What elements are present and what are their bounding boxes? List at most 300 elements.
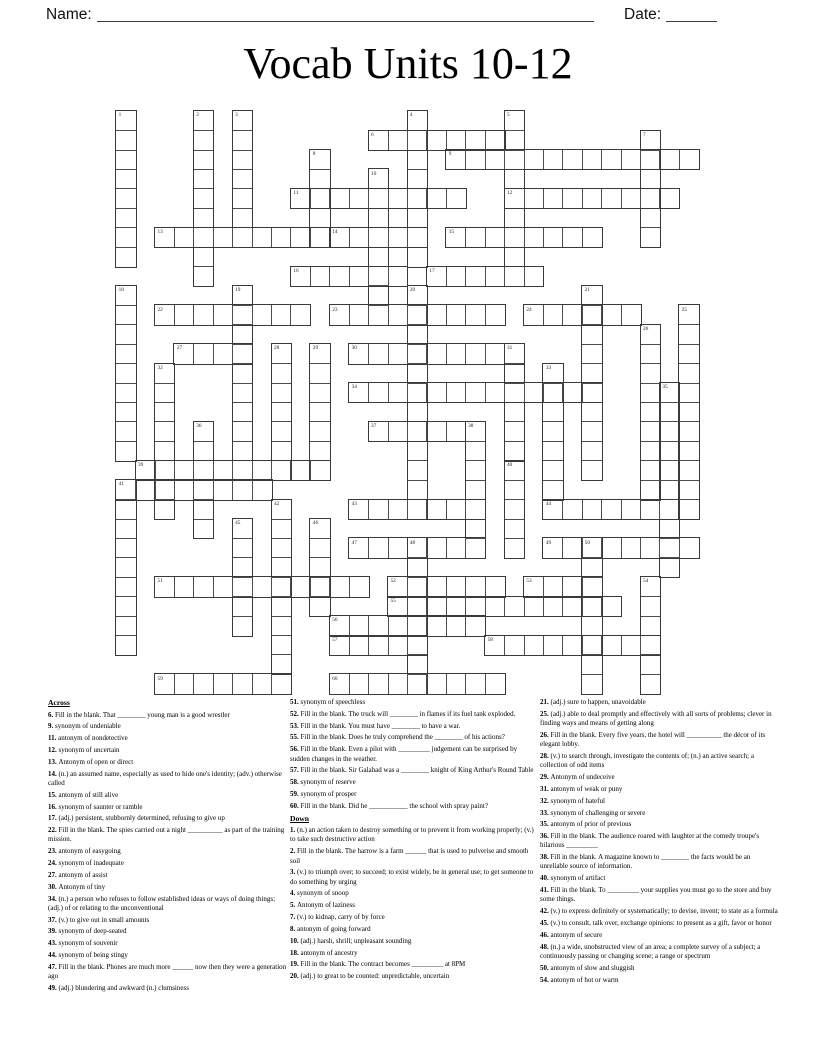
cell-divider — [193, 674, 194, 693]
crossword-word-41-down[interactable] — [115, 479, 136, 656]
cell-divider — [233, 616, 252, 617]
cell-divider — [116, 499, 135, 500]
clue-item-30: 30. Antonym of tiny — [48, 882, 106, 891]
crossword-word-53-across[interactable] — [523, 576, 603, 597]
cell-number: 15 — [448, 228, 455, 235]
clue-number: 9. — [48, 722, 55, 731]
cell-number: 53 — [526, 578, 532, 585]
crossword-word-39-across[interactable] — [135, 460, 331, 481]
cell-divider — [310, 557, 329, 558]
cell-divider — [621, 500, 622, 519]
clue-number: 22. — [48, 826, 59, 835]
cell-divider — [465, 150, 466, 169]
clue-item-46: 46. antonym of secure — [540, 930, 603, 939]
cell-divider — [543, 636, 544, 655]
cell-divider — [641, 460, 660, 461]
clue-number: 19. — [290, 960, 301, 969]
cell-divider — [174, 461, 175, 480]
cell-divider — [329, 267, 330, 286]
clue-number: 26. — [540, 730, 551, 739]
cell-divider — [193, 577, 194, 596]
cell-divider — [116, 383, 135, 384]
cell-divider — [446, 383, 447, 402]
clue-number: 44. — [48, 951, 59, 960]
clue-number: 36. — [540, 832, 551, 841]
cell-divider — [679, 402, 698, 403]
clue-item-16: 16. synonym of saunter or ramble — [48, 802, 143, 811]
clue-number: 58. — [290, 778, 301, 787]
cell-number: 5 — [507, 112, 510, 119]
cell-divider — [679, 480, 698, 481]
clue-item-53: 53. Fill in the blank. You must have ________ to have a war. — [290, 721, 461, 730]
cell-divider — [582, 150, 583, 169]
cell-divider — [465, 228, 466, 247]
crossword-word-23-across[interactable] — [329, 304, 506, 325]
clue-number: 38. — [540, 853, 551, 862]
clue-item-20: 20. (adj.) to great to be counted: unpredictable, uncertain — [290, 972, 450, 981]
cell-divider — [116, 208, 135, 209]
cell-divider — [213, 228, 214, 247]
cell-divider — [329, 577, 330, 596]
crossword-word-51-across[interactable] — [154, 576, 370, 597]
clue-number: 1. — [290, 826, 297, 835]
cell-divider — [582, 597, 583, 616]
cell-divider — [679, 441, 698, 442]
crossword-word-9-across[interactable] — [445, 149, 699, 170]
crossword-word-60-across[interactable] — [329, 673, 506, 694]
cell-divider — [349, 616, 350, 635]
cell-divider — [426, 344, 427, 363]
cell-divider — [116, 363, 135, 364]
crossword-word-18-down[interactable] — [115, 285, 136, 462]
clue-item-31: 31. antonym of weak or puny — [540, 784, 623, 793]
cell-divider — [272, 383, 291, 384]
crossword-word-11-across[interactable] — [290, 188, 467, 209]
cell-divider — [272, 557, 291, 558]
cell-divider — [562, 500, 563, 519]
cell-divider — [601, 305, 602, 324]
cell-divider — [426, 500, 427, 519]
cell-number: 26 — [642, 326, 649, 333]
cell-number: 20 — [409, 287, 416, 294]
cell-divider — [679, 344, 698, 345]
cell-divider — [426, 383, 427, 402]
clue-item-27: 27. antonym of assist — [48, 870, 108, 879]
cell-divider — [310, 383, 329, 384]
cell-number: 37 — [371, 423, 377, 430]
cell-divider — [155, 402, 174, 403]
cell-divider — [659, 538, 660, 557]
clue-column-2 — [290, 698, 538, 984]
cell-divider — [388, 344, 389, 363]
crossword-word-12-across[interactable] — [504, 188, 681, 209]
cell-divider — [388, 131, 389, 150]
clue-item-58: 58. synonym of reserve — [290, 778, 356, 787]
cell-divider — [368, 674, 369, 693]
cell-divider — [505, 363, 524, 364]
clue-number: 47. — [48, 962, 59, 971]
cell-divider — [155, 480, 156, 499]
cell-divider — [601, 597, 602, 616]
crossword-word-40-down[interactable] — [504, 460, 525, 559]
crossword-word-24-across[interactable] — [523, 304, 642, 325]
cell-number: 45 — [235, 520, 241, 527]
cell-divider — [543, 189, 544, 208]
down-header: Down — [290, 813, 309, 823]
cell-divider — [408, 460, 427, 461]
crossword-word-14-across[interactable] — [329, 227, 428, 248]
cell-divider — [116, 538, 135, 539]
cell-divider — [252, 305, 253, 324]
cell-divider — [504, 636, 505, 655]
cell-divider — [640, 636, 641, 655]
clue-number: 53. — [290, 721, 301, 730]
clue-number: 48. — [540, 942, 551, 951]
cell-divider — [505, 499, 524, 500]
cell-divider — [465, 344, 466, 363]
cell-divider — [388, 305, 389, 324]
cell-divider — [271, 305, 272, 324]
clue-item-2: 2. Fill in the blank. The harrow is a farm ______ that is used to pulverise and smooth soil — [290, 847, 529, 865]
cell-divider — [485, 597, 486, 616]
cell-number: 34 — [351, 384, 357, 391]
cell-divider — [233, 150, 252, 151]
clue-number: 55. — [290, 733, 301, 742]
crossword-word-26-down[interactable] — [640, 324, 661, 501]
clue-item-22: 22. Fill in the blank. The spies carried out a night __________ as part of the training mission. — [48, 826, 285, 844]
crossword-word-13-across[interactable] — [154, 227, 331, 248]
cell-divider — [116, 227, 135, 228]
cell-divider — [679, 421, 698, 422]
cell-divider — [601, 500, 602, 519]
cell-number: 60 — [332, 675, 338, 682]
cell-divider — [543, 228, 544, 247]
cell-divider — [582, 441, 601, 442]
cell-number: 7 — [642, 131, 646, 138]
cell-divider — [679, 460, 698, 461]
cell-divider — [388, 674, 389, 693]
cell-divider — [272, 441, 291, 442]
cell-divider — [465, 538, 466, 557]
clue-item-7: 7. (v.) to kidnap, carry of by force — [290, 913, 385, 922]
cell-divider — [407, 305, 408, 324]
cell-divider — [660, 441, 679, 442]
cell-divider — [582, 189, 583, 208]
cell-number: 32 — [157, 364, 163, 371]
cell-divider — [116, 635, 135, 636]
cell-divider — [426, 305, 427, 324]
crossword-word-44-across[interactable] — [542, 499, 680, 520]
clue-number: 15. — [48, 790, 59, 799]
crossword-word-58-across[interactable] — [484, 635, 661, 656]
cell-divider — [232, 305, 233, 324]
cell-number: 24 — [526, 306, 532, 313]
clue-item-44: 44. synonym of being stingy — [48, 951, 128, 960]
cell-divider — [232, 344, 233, 363]
clue-item-21: 21. (adj.) sure to happen, unavoidable — [540, 698, 646, 706]
cell-divider — [601, 189, 602, 208]
cell-divider — [543, 421, 562, 422]
cell-number: 43 — [351, 500, 357, 507]
cell-divider — [368, 344, 369, 363]
cell-divider — [426, 189, 427, 208]
cell-divider — [582, 228, 583, 247]
cell-divider — [465, 597, 466, 616]
clue-item-6: 6. Fill in the blank. That ________ young man is a good wrestler — [48, 710, 230, 719]
clue-number: 42. — [540, 907, 551, 916]
crossword-word-59-across[interactable] — [154, 673, 292, 694]
crossword-word-6-across[interactable] — [368, 130, 506, 151]
clue-number: 8. — [290, 924, 297, 933]
clue-item-52: 52. Fill in the blank. The truck will ________ in flames if its fuel tank exploded. — [290, 709, 516, 718]
crossword-word-41-across[interactable] — [115, 479, 272, 500]
cell-divider — [407, 422, 408, 441]
clue-item-42: 42. (v.) to express definitely or systematically; to devise, invent; to state as a formula — [540, 907, 778, 916]
cell-divider — [485, 674, 486, 693]
cell-divider — [272, 616, 291, 617]
cell-number: 10 — [371, 170, 377, 177]
cell-divider — [408, 557, 427, 558]
crossword-word-52-across[interactable] — [387, 576, 506, 597]
crossword-word-15-across[interactable] — [445, 227, 602, 248]
cell-divider — [329, 189, 330, 208]
cell-number: 40 — [507, 461, 513, 468]
cell-divider — [505, 538, 524, 539]
cell-divider — [407, 344, 408, 363]
cell-divider — [310, 441, 329, 442]
cell-divider — [485, 131, 486, 150]
cell-divider — [446, 538, 447, 557]
across-header: Across — [48, 698, 70, 707]
clue-item-43: 43. synonym of souvenir — [48, 939, 118, 948]
cell-divider — [174, 228, 175, 247]
cell-divider — [193, 228, 194, 247]
cell-divider — [524, 636, 525, 655]
clue-number: 14. — [48, 769, 59, 778]
cell-divider — [116, 150, 135, 151]
cell-divider — [388, 500, 389, 519]
cell-divider — [641, 344, 660, 345]
cell-divider — [155, 383, 174, 384]
clue-item-48: 48. (n.) a wide, unobstructed view of an area; a complete survey of a subject; a continuously passing or changing scene; a range or spectrum — [540, 942, 761, 960]
cell-divider — [232, 674, 233, 693]
cell-divider — [504, 267, 505, 286]
cell-number: 56 — [332, 617, 338, 624]
cell-divider — [116, 596, 135, 597]
crossword-word-55-across[interactable] — [387, 596, 622, 617]
cell-divider — [641, 674, 660, 675]
clue-item-49: 49. (adj.) blundering and awkward (n.) clumsiness — [48, 984, 189, 993]
cell-divider — [368, 636, 369, 655]
crossword-word-43-across[interactable] — [348, 499, 486, 520]
cell-divider — [641, 227, 660, 228]
cell-divider — [621, 150, 622, 169]
clue-number: 60. — [290, 801, 301, 810]
cell-divider — [562, 597, 563, 616]
cell-number: 8 — [312, 151, 316, 158]
cell-divider — [640, 150, 641, 169]
cell-divider — [679, 363, 698, 364]
crossword-word-1-down[interactable] — [115, 110, 136, 267]
cell-divider — [466, 460, 485, 461]
cell-divider — [504, 228, 505, 247]
cell-divider — [388, 636, 389, 655]
cell-divider — [407, 383, 408, 402]
cell-divider — [233, 383, 252, 384]
cell-number: 28 — [273, 345, 280, 352]
cell-number: 39 — [138, 461, 144, 468]
cell-divider — [116, 577, 135, 578]
cell-divider — [660, 421, 679, 422]
crossword-word-27-across[interactable] — [173, 343, 253, 364]
cell-divider — [310, 538, 329, 539]
clue-number: 49. — [48, 984, 59, 993]
cell-number: 51 — [157, 578, 163, 585]
cell-divider — [368, 189, 369, 208]
cell-divider — [485, 344, 486, 363]
clue-number: 37. — [48, 915, 59, 924]
crossword-word-56-across[interactable] — [329, 615, 486, 636]
cell-divider — [349, 267, 350, 286]
cell-number: 31 — [507, 345, 513, 352]
cell-divider — [641, 480, 660, 481]
cell-divider — [641, 402, 660, 403]
cell-number: 9 — [448, 151, 452, 158]
cell-divider — [485, 267, 486, 286]
cell-divider — [272, 402, 291, 403]
clue-item-60: 60. Fill in the blank. Did he ___________ the school with spray paint? — [290, 801, 488, 810]
clue-item-4: 4. synonym of snoop — [290, 889, 349, 898]
cell-divider — [407, 228, 408, 247]
clue-item-1: 1. (n.) an action taken to destroy something or to prevent it from working properly; (v.) to take such destructive action — [290, 826, 534, 844]
cell-number: 47 — [351, 539, 357, 546]
cell-divider — [368, 267, 369, 286]
cell-divider — [271, 577, 272, 596]
cell-divider — [543, 150, 544, 169]
cell-divider — [562, 189, 563, 208]
cell-divider — [155, 421, 174, 422]
cell-divider — [621, 189, 622, 208]
cell-divider — [233, 208, 252, 209]
cell-divider — [562, 150, 563, 169]
cell-divider — [368, 228, 369, 247]
crossword-word-34-across[interactable] — [348, 382, 602, 403]
cell-divider — [465, 305, 466, 324]
clue-number: 6. — [48, 710, 55, 719]
cell-divider — [193, 305, 194, 324]
crossword-word-2-down[interactable] — [193, 110, 214, 287]
crossword-word-17-across[interactable] — [426, 266, 545, 287]
cell-divider — [426, 131, 427, 150]
cell-divider — [582, 577, 583, 596]
clue-number: 52. — [290, 709, 301, 718]
cell-divider — [407, 189, 408, 208]
clue-number: 28. — [540, 751, 551, 760]
clue-item-51: 51. synonym of speechless — [290, 698, 366, 706]
cell-divider — [310, 169, 329, 170]
crossword-word-22-across[interactable] — [154, 304, 311, 325]
clue-item-38: 38. Fill in the blank. A magazine known to ________ the facts would be an unreliable source of information. — [540, 853, 751, 871]
crossword-word-16-across[interactable] — [290, 266, 409, 287]
clue-number: 27. — [48, 870, 59, 879]
cell-divider — [272, 519, 291, 520]
cell-divider — [252, 228, 253, 247]
cell-divider — [562, 228, 563, 247]
cell-divider — [233, 441, 252, 442]
cell-divider — [116, 247, 135, 248]
cell-divider — [426, 674, 427, 693]
cell-divider — [446, 500, 447, 519]
cell-divider — [388, 189, 389, 208]
crossword-word-49-across[interactable] — [542, 537, 699, 558]
crossword-word-25-down[interactable] — [678, 304, 699, 520]
cell-divider — [155, 441, 174, 442]
clue-number: 16. — [48, 802, 59, 811]
cell-divider — [349, 674, 350, 693]
cell-divider — [310, 363, 329, 364]
cell-divider — [310, 421, 329, 422]
cell-divider — [368, 305, 369, 324]
clue-number: 3. — [290, 868, 297, 877]
cell-divider — [640, 500, 641, 519]
cell-divider — [426, 597, 427, 616]
cell-divider — [116, 421, 135, 422]
cell-divider — [641, 383, 660, 384]
crossword-word-57-across[interactable] — [329, 635, 428, 656]
cell-divider — [485, 577, 486, 596]
cell-divider — [252, 480, 253, 499]
cell-divider — [504, 383, 505, 402]
cell-divider — [446, 597, 447, 616]
cell-divider — [562, 538, 563, 557]
cell-divider — [426, 422, 427, 441]
cell-divider — [233, 130, 252, 131]
cell-divider — [174, 674, 175, 693]
clue-number: 57. — [290, 766, 301, 775]
clue-item-32: 32. synonym of hateful — [540, 796, 605, 805]
clue-number: 5. — [290, 901, 297, 910]
cell-divider — [466, 441, 485, 442]
cell-number: 4 — [409, 112, 413, 119]
cell-divider — [407, 597, 408, 616]
clue-number: 18. — [290, 948, 301, 957]
cell-divider — [271, 228, 272, 247]
cell-divider — [446, 189, 447, 208]
cell-divider — [640, 189, 641, 208]
cell-divider — [272, 635, 291, 636]
crossword-word-46-down[interactable] — [309, 518, 330, 617]
cell-divider — [213, 480, 214, 499]
cell-divider — [582, 363, 601, 364]
cell-divider — [582, 460, 601, 461]
crossword-word-30-across[interactable] — [348, 343, 525, 364]
cell-divider — [213, 305, 214, 324]
cell-divider — [290, 305, 291, 324]
cell-divider — [232, 461, 233, 480]
cell-divider — [116, 441, 135, 442]
cell-divider — [524, 267, 525, 286]
clue-item-28: 28. (v.) to search through, investigate the contents of; (n.) an active search; a collection of odd items — [540, 751, 754, 770]
cell-divider — [465, 500, 466, 519]
clue-item-10: 10. (adj.) harsh, shrill; unpleasant sounding — [290, 936, 412, 945]
cell-divider — [659, 189, 660, 208]
cell-divider — [233, 557, 252, 558]
cell-divider — [213, 674, 214, 693]
cell-number: 55 — [390, 597, 396, 604]
cell-number: 6 — [371, 131, 374, 138]
clue-item-55: 55. Fill in the blank. Does he truly comprehend the ________ of his actions? — [290, 733, 505, 742]
cell-divider — [641, 616, 660, 617]
